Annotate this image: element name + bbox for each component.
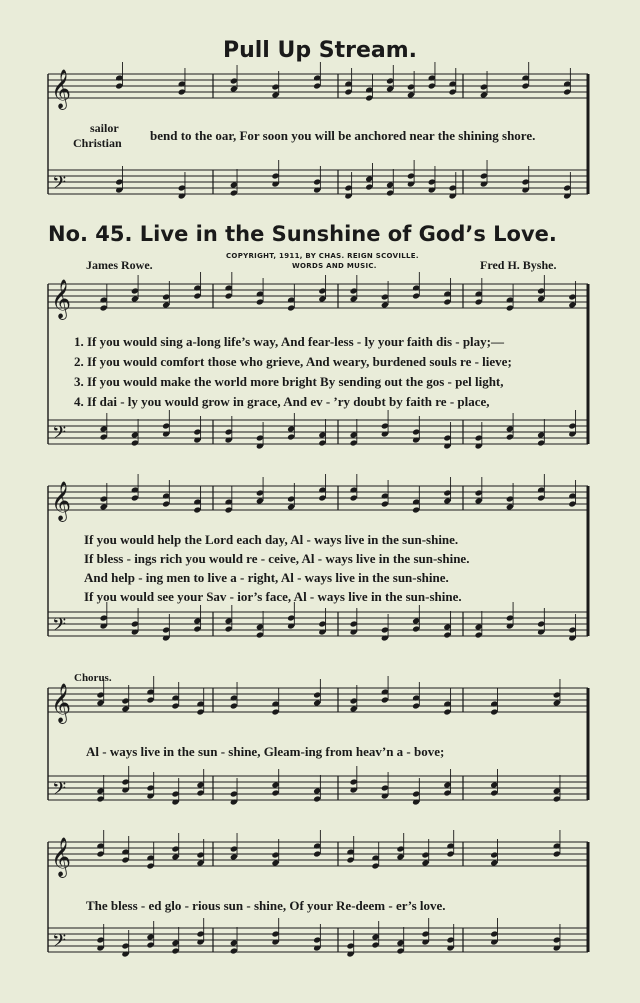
verse-3-line-b: And help - ing men to live a - right, Al - ways live in the sun-shine.	[84, 570, 449, 585]
verse-3-line-a: 3. If you would make the world more bright By sending out the gos - pel light,	[74, 374, 504, 389]
bass-clef-icon: 𝄢	[52, 423, 67, 448]
bass-staff	[48, 420, 588, 444]
bass-clef-icon: 𝄢	[52, 173, 67, 198]
composer: Fred H. Byshe.	[480, 258, 557, 272]
treble-clef-icon: 𝄞	[51, 683, 72, 723]
words-and-music: WORDS AND MUSIC.	[292, 262, 377, 270]
bass-clef-icon: 𝄢	[52, 779, 67, 804]
treble-clef-icon: 𝄞	[51, 837, 72, 877]
treble-clef-icon: 𝄞	[51, 69, 72, 109]
treble-clef-icon: 𝄞	[51, 279, 72, 319]
bass-clef-icon: 𝄢	[52, 931, 67, 956]
verse-2-line-a: 2. If you would comfort those who grieve, And weary, burdened souls re - lieve;	[74, 354, 512, 369]
verse-4-line-a: 4. If dai - ly you would grow in grace, And ev - ’ry doubt by faith re - place,	[74, 394, 490, 409]
chorus-line-1: Al - ways live in the sun - shine, Gleam-ing from heav’n a - bove;	[86, 744, 445, 759]
bass-clef-icon: 𝄢	[52, 615, 67, 640]
verse-1-line-b: If you would help the Lord each day, Al - ways live in the sun-shine.	[84, 532, 459, 547]
lyric-line-pull-up-stream: bend to the oar, For soon you will be anchored near the shining shore.	[150, 128, 536, 143]
hymn-title-pull-up-stream: Pull Up Stream.	[222, 38, 418, 63]
bass-staff	[48, 612, 588, 636]
treble-staff	[48, 284, 588, 308]
verse-4-line-b: If you would see your Sav - ior’s face, Al - ways live in the sun-shine.	[84, 589, 462, 604]
lyric-christian: Christian	[73, 136, 122, 150]
verse-1-line-a: 1. If you would sing a-long life’s way, And fear-less - ly your faith dis - play;—	[74, 334, 505, 349]
hymn-title-live-in-the-sunshine: No. 45. Live in the Sunshine of God’s Love.	[48, 222, 557, 246]
chorus-line-2: The bless - ed glo - rious sun - shine, Of your Re-deem - er’s love.	[86, 898, 446, 913]
treble-clef-icon: 𝄞	[51, 481, 72, 521]
verse-2-line-b: If bless - ings rich you would re - ceive, Al - ways live in the sun-shine.	[84, 551, 470, 566]
chorus-label: Chorus.	[74, 672, 112, 684]
lyricist: James Rowe.	[86, 258, 153, 272]
lyric-sailor: sailor	[90, 121, 119, 135]
copyright-notice: COPYRIGHT, 1911, BY CHAS. REIGN SCOVILLE.	[226, 252, 419, 260]
